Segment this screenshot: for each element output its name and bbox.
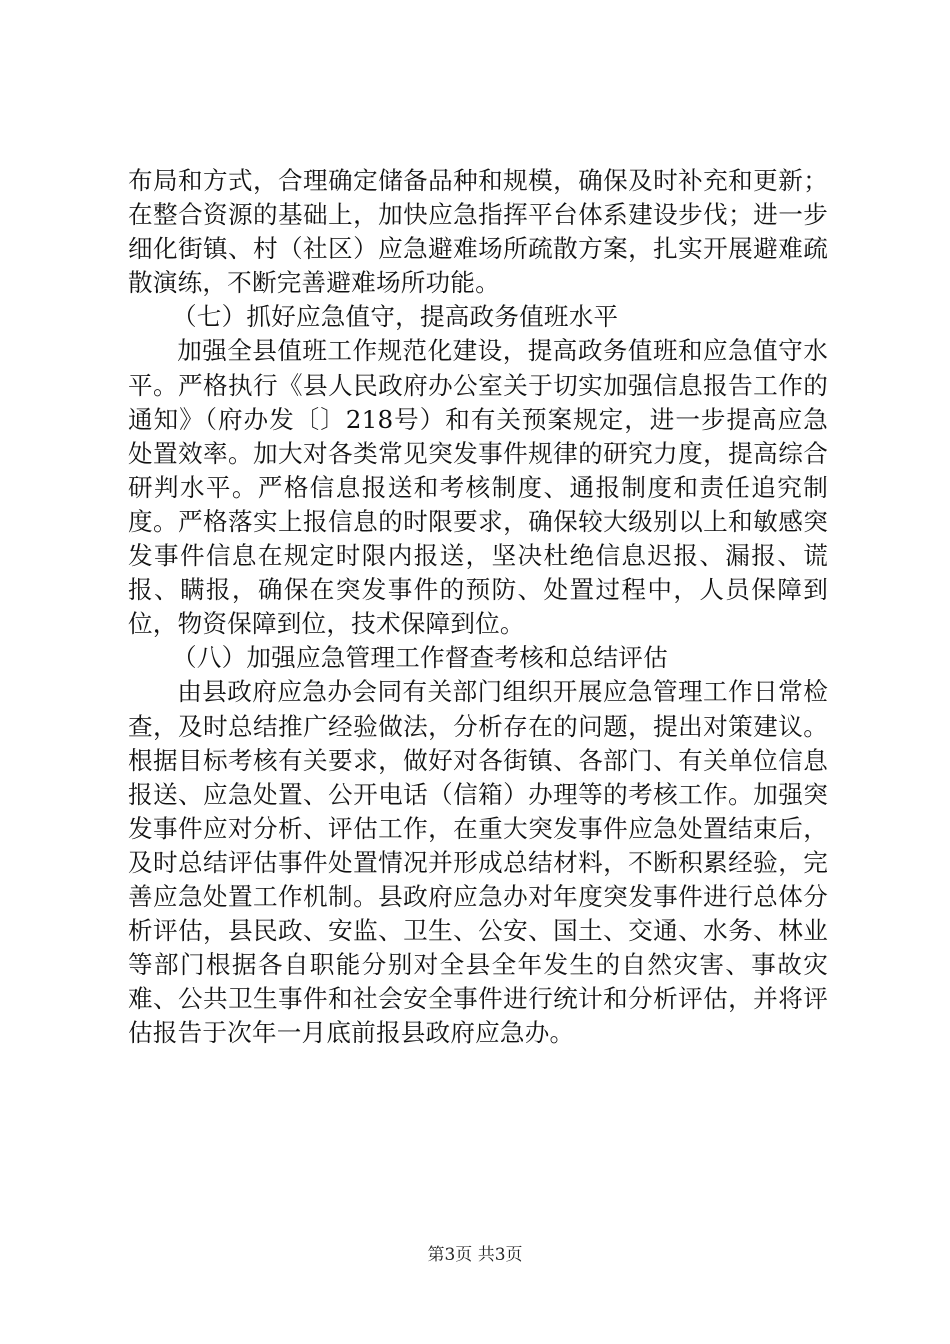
page-footer: 第3页 共3页 [427, 1245, 523, 1265]
section-heading-8: （八）加强应急管理工作督查考核和总结评估 [172, 643, 668, 673]
paragraph-reserve-layout: 布局和方式，合理确定储备品种和规模，确保及时补充和更新；在整合资源的基础上，加快应急指挥平台体系建设步伐；进一步细化街镇、村（社区）应急避难场所疏散方案，扎实开展避难疏散演练，不断完善避难场所功能。 [128, 166, 828, 298]
paragraph-duty-standardization: 加强全县值班工作规范化建设，提高政务值班和应急值守水平。严格执行《县人民政府办公室关于切实加强信息报告工作的通知》（府办发〔〕218号）和有关预案规定，进一步提高应急处置效率。加大对各类常见突发事件规律的研究力度，提高综合研判水平。严格信息报送和考核制度、通报制度和责任追究制度。严格落实上报信息的时限要求，确保较大级别以上和敏感突发事件信息在规定时限内报送，坚决杜绝信息迟报、漏报、谎报、瞒报，确保在突发事件的预防、处置过程中，人员保障到位，物资保障到位，技术保障到位。 [128, 336, 828, 639]
paragraph-supervision-evaluation: 由县政府应急办会同有关部门组织开展应急管理工作日常检查，及时总结推广经验做法，分析存在的问题，提出对策建议。根据目标考核有关要求，做好对各街镇、各部门、有关单位信息报送、应急处置、公开电话（信箱）办理等的考核工作。加强突发事件应对分析、评估工作，在重大突发事件应急处置结束后，及时总结评估事件处置情况并形成总结材料，不断积累经验，完善应急处置工作机制。县政府应急办对年度突发事件进行总体分析评估，县民政、安监、卫生、公安、国土、交通、水务、林业等部门根据各自职能分别对全县全年发生的自然灾害、事故灾难、公共卫生事件和社会安全事件进行统计和分析评估，并将评估报告于次年一月底前报县政府应急办。 [128, 677, 828, 1048]
section-heading-7: （七）抓好应急值守，提高政务值班水平 [172, 302, 619, 332]
document-body [128, 164, 828, 1050]
